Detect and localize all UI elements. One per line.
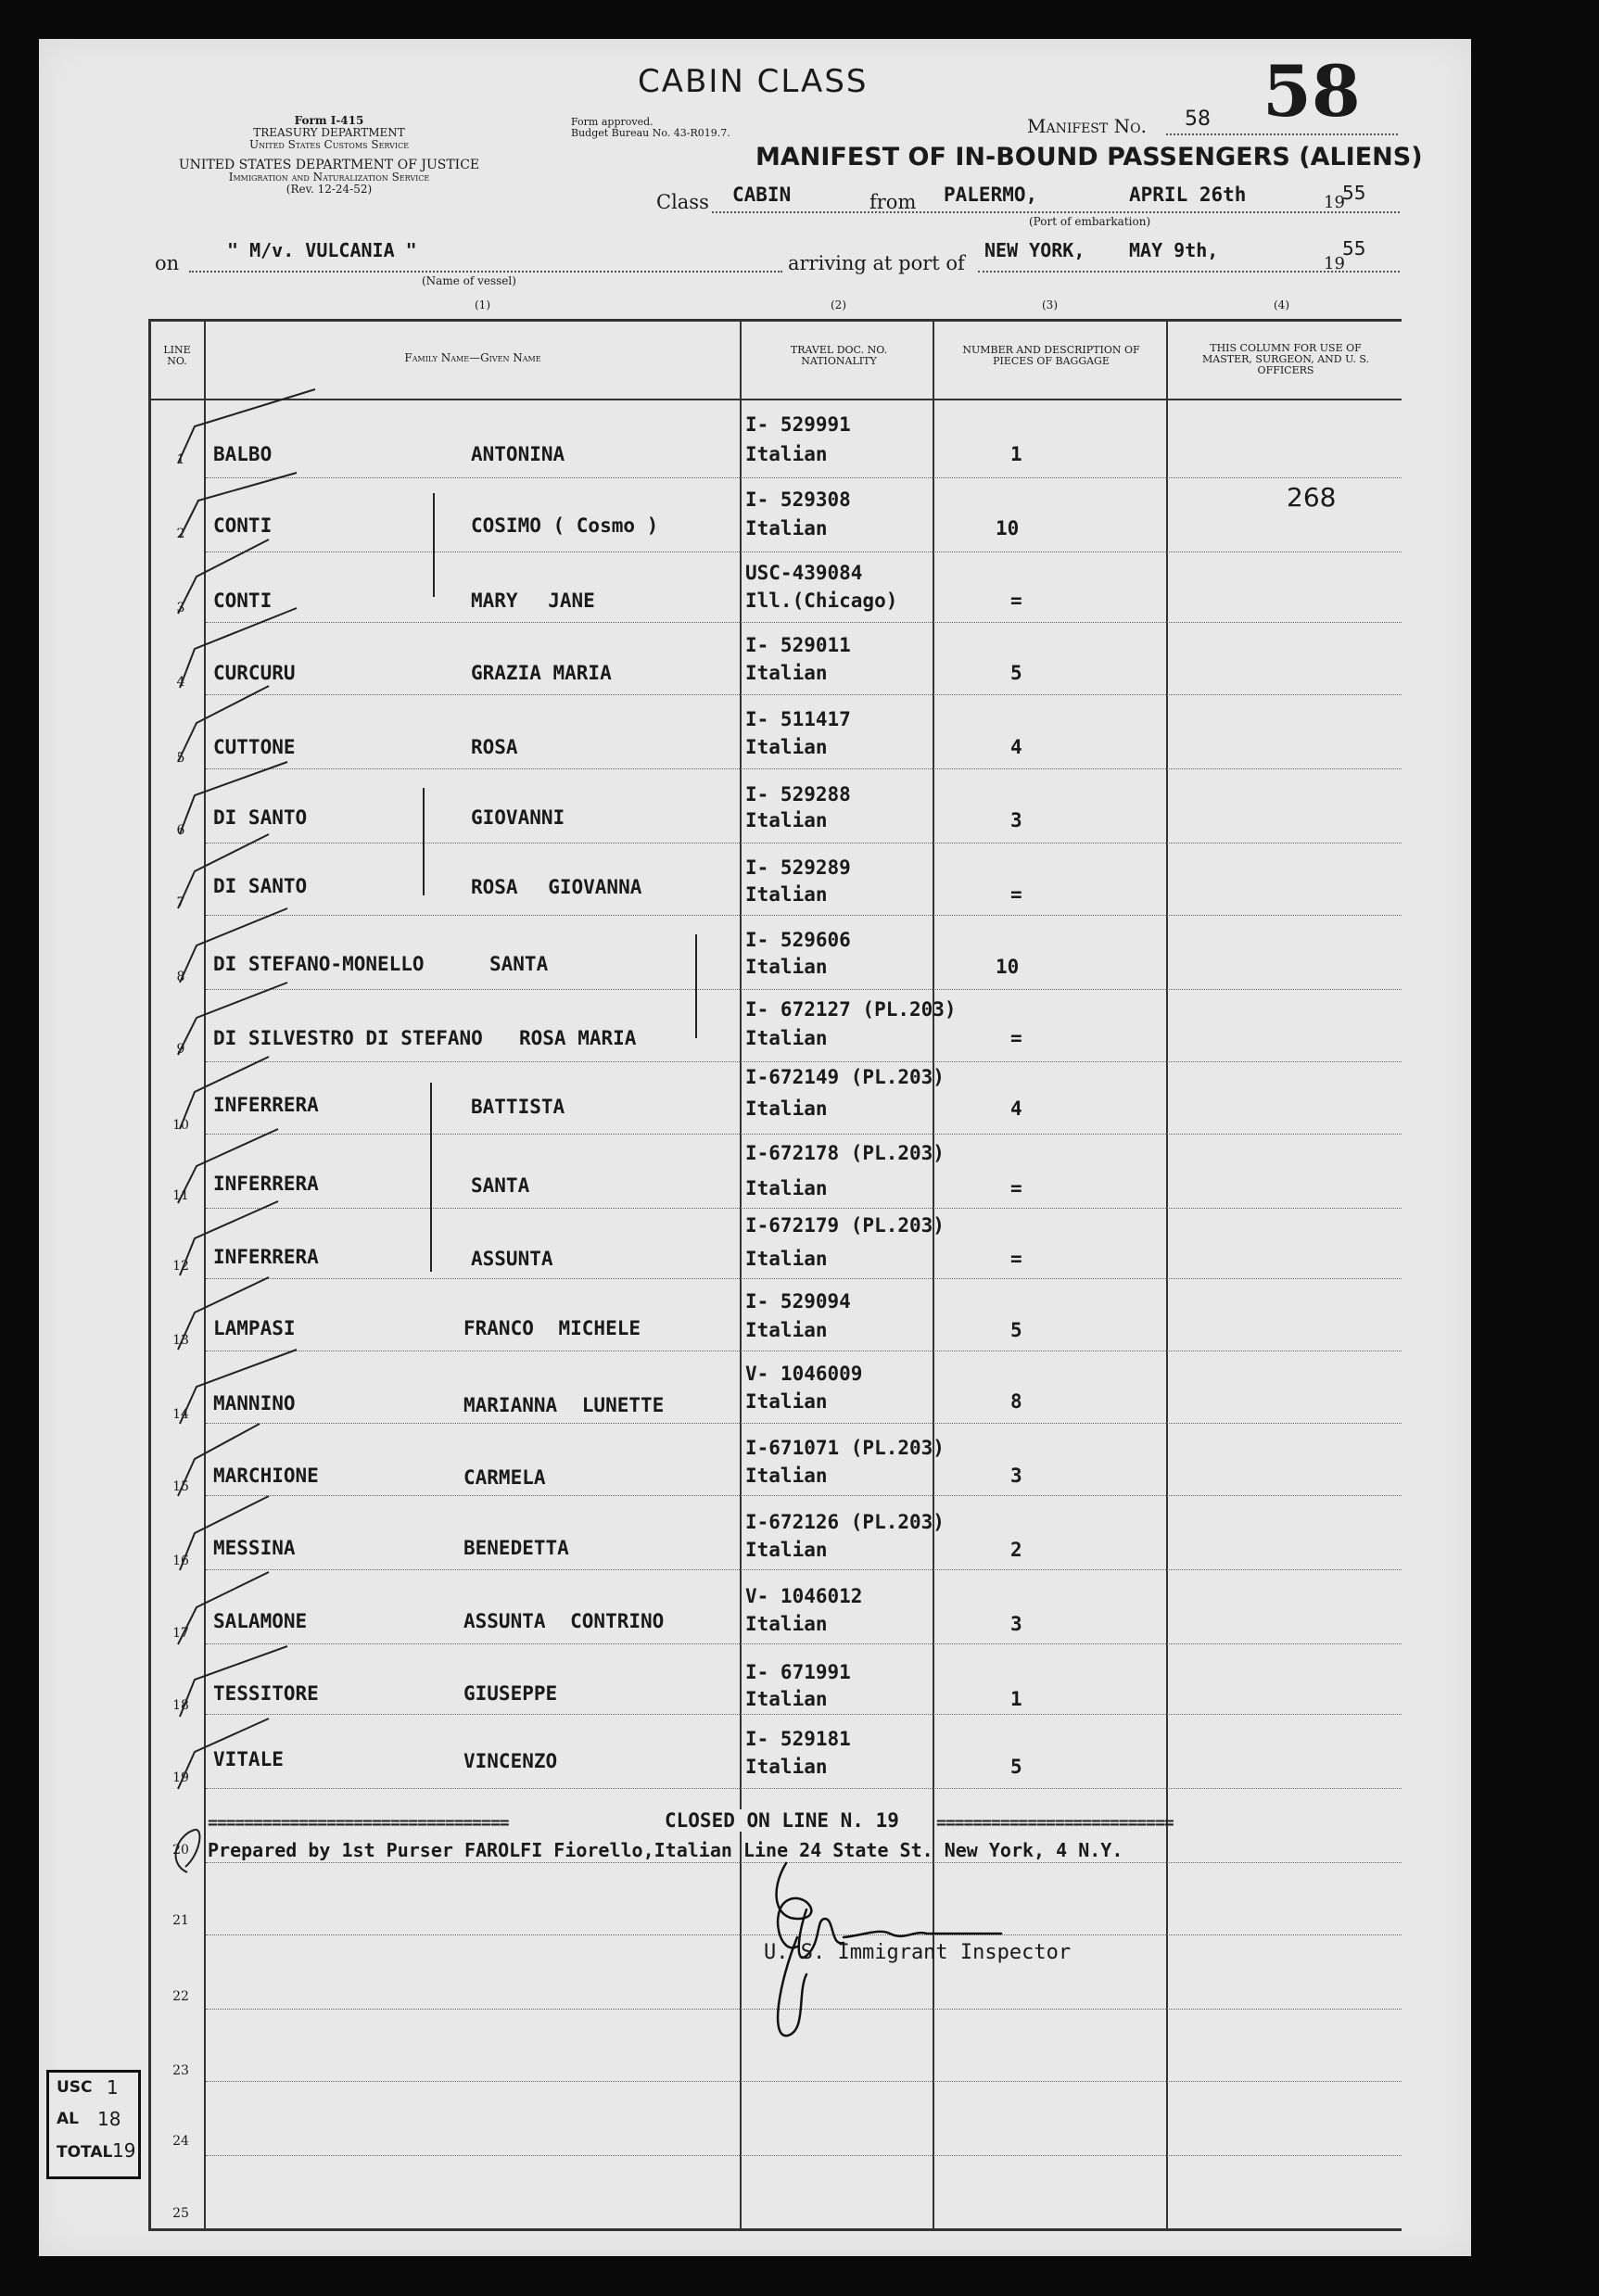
manifest-no-label: Manifest No.: [1027, 115, 1147, 137]
given-name: ANTONINA: [471, 443, 565, 465]
baggage-count: 10: [996, 956, 1020, 978]
given-name: GIUSEPPE: [463, 1682, 558, 1705]
nationality: Italian: [745, 883, 828, 906]
row-line: [206, 1714, 1402, 1715]
family-name: INFERRERA: [213, 1094, 319, 1116]
family-name: SALAMONE: [213, 1610, 308, 1632]
line-number: 11: [172, 1188, 189, 1203]
nationality: Italian: [745, 1177, 828, 1199]
col-num-3: (3): [1042, 298, 1058, 311]
nationality: Italian: [745, 1539, 828, 1561]
row-line: [206, 1423, 1402, 1424]
class-dotted-line: [712, 211, 1400, 213]
col-num-1: (1): [475, 298, 490, 311]
baggage-count: 4: [1010, 736, 1022, 758]
baggage-count: 3: [1010, 809, 1022, 831]
vessel-caption: (Name of vessel): [422, 274, 516, 287]
budget-bureau: Budget Bureau No. 43-R019.7.: [571, 127, 730, 139]
family-name: CONTI: [213, 514, 273, 537]
travel-doc: I- 529181: [745, 1728, 851, 1750]
baggage-count: 3: [1010, 1613, 1022, 1635]
travel-doc: I- 529288: [745, 783, 851, 806]
arriving-label: arriving at port of: [788, 252, 965, 274]
line-number: 5: [176, 751, 185, 766]
given-name: CARMELA: [463, 1466, 546, 1489]
usc-label: USC: [57, 2078, 93, 2097]
family-name: INFERRERA: [213, 1173, 319, 1195]
line-number: 13: [172, 1333, 189, 1348]
cabin-class-heading: CABIN CLASS: [638, 63, 869, 100]
nationality: Italian: [745, 956, 828, 978]
closed-line-dashes: =================================: [208, 1813, 509, 1833]
line-number: 4: [176, 675, 185, 690]
col-header-travel-doc: TRAVEL DOC. NO. NATIONALITY: [790, 344, 888, 367]
row-line: [206, 843, 1402, 844]
line-number: 23: [172, 2063, 189, 2078]
travel-doc: I- 529289: [745, 856, 851, 879]
travel-doc: I- 529991: [745, 413, 851, 436]
row-line: [206, 1643, 1402, 1644]
line-number: 24: [172, 2134, 189, 2149]
family-name: CURCURU: [213, 662, 296, 684]
baggage-count: 4: [1010, 1097, 1022, 1120]
line-number: 20: [172, 1843, 189, 1858]
travel-doc: I- 529011: [745, 634, 851, 656]
col-header-baggage: NUMBER AND DESCRIPTION OF PIECES OF BAGGAGE: [962, 344, 1140, 367]
family-bracket: [695, 934, 697, 1038]
manifest-title: MANIFEST OF IN-BOUND PASSENGERS (ALIENS): [755, 143, 1423, 171]
baggage-count: 5: [1010, 1319, 1022, 1341]
class-label: Class: [656, 191, 709, 213]
travel-doc: I-672178 (PL.203): [745, 1142, 945, 1164]
nationality: Italian: [745, 662, 828, 684]
line-number: 7: [176, 895, 185, 910]
al-value: 18: [97, 2108, 121, 2130]
year-prefix-2: 19: [1324, 254, 1345, 273]
year-2: 55: [1342, 237, 1366, 260]
given-name: COSIMO ( Cosmo ): [471, 514, 659, 537]
manifest-no-value: 58: [1185, 108, 1211, 131]
manifest-number-large: 58: [1263, 50, 1361, 133]
line-number: 17: [172, 1626, 189, 1641]
nationality: Italian: [745, 1465, 828, 1487]
year-1: 55: [1342, 182, 1366, 204]
vessel-name: " M/v. VULCANIA ": [227, 239, 417, 261]
nationality: Italian: [745, 809, 828, 831]
travel-doc: I- 529308: [745, 488, 851, 511]
line-number: 25: [172, 2206, 189, 2221]
line-number: 19: [172, 1770, 189, 1785]
line-number: 8: [176, 970, 185, 984]
baggage-count: 2: [1010, 1539, 1022, 1561]
row-line: [206, 694, 1402, 695]
col-num-4: (4): [1274, 298, 1289, 311]
family-bracket: [423, 788, 425, 895]
nationality: Italian: [745, 1319, 828, 1341]
baggage-count: 5: [1010, 662, 1022, 684]
baggage-count: 3: [1010, 1465, 1022, 1487]
travel-doc: USC-439084: [745, 562, 863, 584]
nationality: Italian: [745, 1248, 828, 1270]
line-number: 1: [176, 452, 185, 467]
col-num-2: (2): [831, 298, 846, 311]
travel-doc: I- 672127 (PL.203): [745, 998, 957, 1021]
revision: (Rev. 12-24-52): [286, 183, 373, 196]
year-prefix-1: 19: [1324, 193, 1345, 212]
given-name: MARY JANE: [471, 590, 595, 612]
given-name: BENEDETTA: [463, 1537, 569, 1559]
row-line: [206, 622, 1402, 623]
form-number: Form I-415: [294, 114, 364, 127]
nationality: Italian: [745, 1027, 828, 1049]
given-name: SANTA: [489, 953, 549, 975]
line-number: 14: [172, 1407, 189, 1422]
from-label: from: [869, 191, 917, 213]
family-name: DI STEFANO-MONELLO: [213, 953, 425, 975]
baggage-count: =: [1010, 1177, 1022, 1199]
nationality: Italian: [745, 736, 828, 758]
line-number: 22: [172, 1989, 189, 2004]
line-number: 2: [176, 526, 185, 541]
col-header-officers: THIS COLUMN FOR USE OF MASTER, SURGEON, AND U. S. OFFICERS: [1201, 342, 1369, 376]
col-header-name: Family Name—Given Name: [404, 351, 541, 364]
prepared-by: Prepared by 1st Purser FAROLFI Fiorello,Italian Line 24 State St. New York, 4 N.Y.: [208, 1839, 1123, 1861]
row-line: [206, 1278, 1402, 1279]
on-label: on: [155, 252, 180, 274]
total-value: 19: [112, 2139, 136, 2162]
travel-doc: I-672126 (PL.203): [745, 1511, 945, 1533]
total-label: TOTAL: [57, 2143, 113, 2162]
treasury-block: [153, 115, 505, 196]
nationality: Italian: [745, 1613, 828, 1635]
officer-note: 268: [1287, 482, 1337, 513]
table-left-border: [148, 319, 151, 2230]
given-name: ROSA GIOVANNA: [471, 876, 642, 898]
family-name: MANNINO: [213, 1392, 296, 1414]
row-line: [206, 1495, 1402, 1496]
travel-doc: V- 1046009: [745, 1363, 863, 1385]
nationality: Italian: [745, 1097, 828, 1120]
line-number: 9: [176, 1042, 185, 1057]
baggage-count: 8: [1010, 1390, 1022, 1413]
line-number: 18: [172, 1698, 189, 1713]
nationality: Italian: [745, 1688, 828, 1710]
arrival-date: MAY 9th,: [1129, 239, 1219, 261]
travel-doc: I- 671991: [745, 1661, 851, 1683]
approval-block: [571, 117, 730, 139]
line-number: 3: [176, 601, 185, 615]
baggage-count: 1: [1010, 1688, 1022, 1710]
given-name: ROSA MARIA: [519, 1027, 637, 1049]
baggage-count: =: [1010, 1027, 1022, 1049]
row-line: [206, 2081, 1402, 2082]
line-number: 6: [176, 823, 185, 838]
manifest-no-line: [1166, 133, 1398, 135]
checkmark-marks: [167, 371, 371, 1891]
baggage-count: =: [1010, 883, 1022, 906]
from-value: PALERMO,: [944, 184, 1038, 206]
customs-service: United States Customs Service: [248, 138, 410, 151]
given-name: MARIANNA LUNETTE: [463, 1394, 665, 1416]
given-name: ASSUNTA CONTRINO: [463, 1610, 665, 1632]
given-name: ROSA: [471, 736, 518, 758]
travel-doc: I-672179 (PL.203): [745, 1214, 945, 1237]
col-header-line-no: LINE NO.: [163, 344, 191, 367]
closed-line-dashes-right: ==========================: [936, 1813, 1174, 1833]
travel-doc: I-672149 (PL.203): [745, 1066, 945, 1088]
given-name: VINCENZO: [463, 1750, 558, 1772]
row-line: [206, 1208, 1402, 1209]
nationality: Italian: [745, 1756, 828, 1778]
line-number: 16: [172, 1554, 189, 1568]
al-label: AL: [57, 2110, 79, 2128]
row-line: [206, 1061, 1402, 1062]
family-name: DI SANTO: [213, 875, 308, 897]
row-line: [206, 1569, 1402, 1570]
row-line: [206, 915, 1402, 916]
vessel-dotted-line: [189, 271, 782, 273]
table-top-line: [148, 319, 1402, 322]
family-name: BALBO: [213, 443, 273, 465]
given-name: SANTA: [471, 1174, 530, 1197]
nationality: Italian: [745, 443, 828, 465]
family-name: INFERRERA: [213, 1246, 319, 1268]
family-name: CUTTONE: [213, 736, 296, 758]
line-number: 10: [172, 1118, 189, 1133]
family-name: TESSITORE: [213, 1682, 319, 1705]
family-bracket: [430, 1083, 432, 1272]
baggage-count: =: [1010, 590, 1022, 612]
given-name: GRAZIA MARIA: [471, 662, 612, 684]
treasury-dept: TREASURY DEPARTMENT: [253, 126, 405, 139]
row-line: [206, 477, 1402, 478]
family-name: CONTI: [213, 590, 273, 612]
line-number: 12: [172, 1259, 189, 1274]
given-name: GIOVANNI: [471, 806, 565, 829]
given-name: FRANCO MICHELE: [463, 1317, 641, 1339]
family-name: MESSINA: [213, 1537, 296, 1559]
table-bottom-line: [148, 2228, 1402, 2231]
family-name: DI SANTO: [213, 806, 308, 829]
family-name: VITALE: [213, 1748, 284, 1770]
nationality: Italian: [745, 517, 828, 539]
usc-value: 1: [107, 2076, 119, 2099]
travel-doc: V- 1046012: [745, 1585, 863, 1607]
family-bracket: [433, 493, 435, 597]
baggage-count: 10: [996, 517, 1020, 539]
row-line: [206, 768, 1402, 769]
baggage-count: =: [1010, 1248, 1022, 1270]
justice-dept: UNITED STATES DEPARTMENT OF JUSTICE: [178, 158, 480, 172]
class-value: CABIN: [732, 184, 792, 206]
tally-box: [46, 2070, 141, 2179]
row-line: [206, 2155, 1402, 2156]
closed-statement: CLOSED ON LINE N. 19: [661, 1809, 903, 1832]
travel-doc: I- 511417: [745, 708, 851, 730]
family-name: LAMPASI: [213, 1317, 296, 1339]
nationality: Italian: [745, 1390, 828, 1413]
arrival-port: NEW YORK,: [984, 239, 1085, 261]
family-name: DI SILVESTRO DI STEFANO: [213, 1027, 483, 1049]
line-number: 15: [172, 1479, 189, 1494]
ins: Immigration and Naturalization Service: [228, 171, 430, 184]
port-embark-caption: (Port of embarkation): [1029, 215, 1151, 228]
travel-doc: I- 529606: [745, 929, 851, 951]
travel-doc: I- 529094: [745, 1290, 851, 1313]
inspector-title: U. S. Immigrant Inspector: [764, 1941, 1072, 1964]
depart-date: APRIL 26th: [1129, 184, 1247, 206]
given-name: BATTISTA: [471, 1096, 565, 1118]
row-line: [206, 1788, 1402, 1789]
nationality: Ill.(Chicago): [745, 590, 898, 612]
given-name: ASSUNTA: [471, 1248, 553, 1270]
form-approved: Form approved.: [571, 116, 654, 128]
row-line: [206, 1134, 1402, 1135]
col-divider-4: [1166, 319, 1168, 2230]
travel-doc: I-671071 (PL.203): [745, 1437, 945, 1459]
baggage-count: 1: [1010, 443, 1022, 465]
family-name: MARCHIONE: [213, 1465, 319, 1487]
line-number: 21: [172, 1913, 189, 1928]
row-line: [206, 989, 1402, 990]
baggage-count: 5: [1010, 1756, 1022, 1778]
